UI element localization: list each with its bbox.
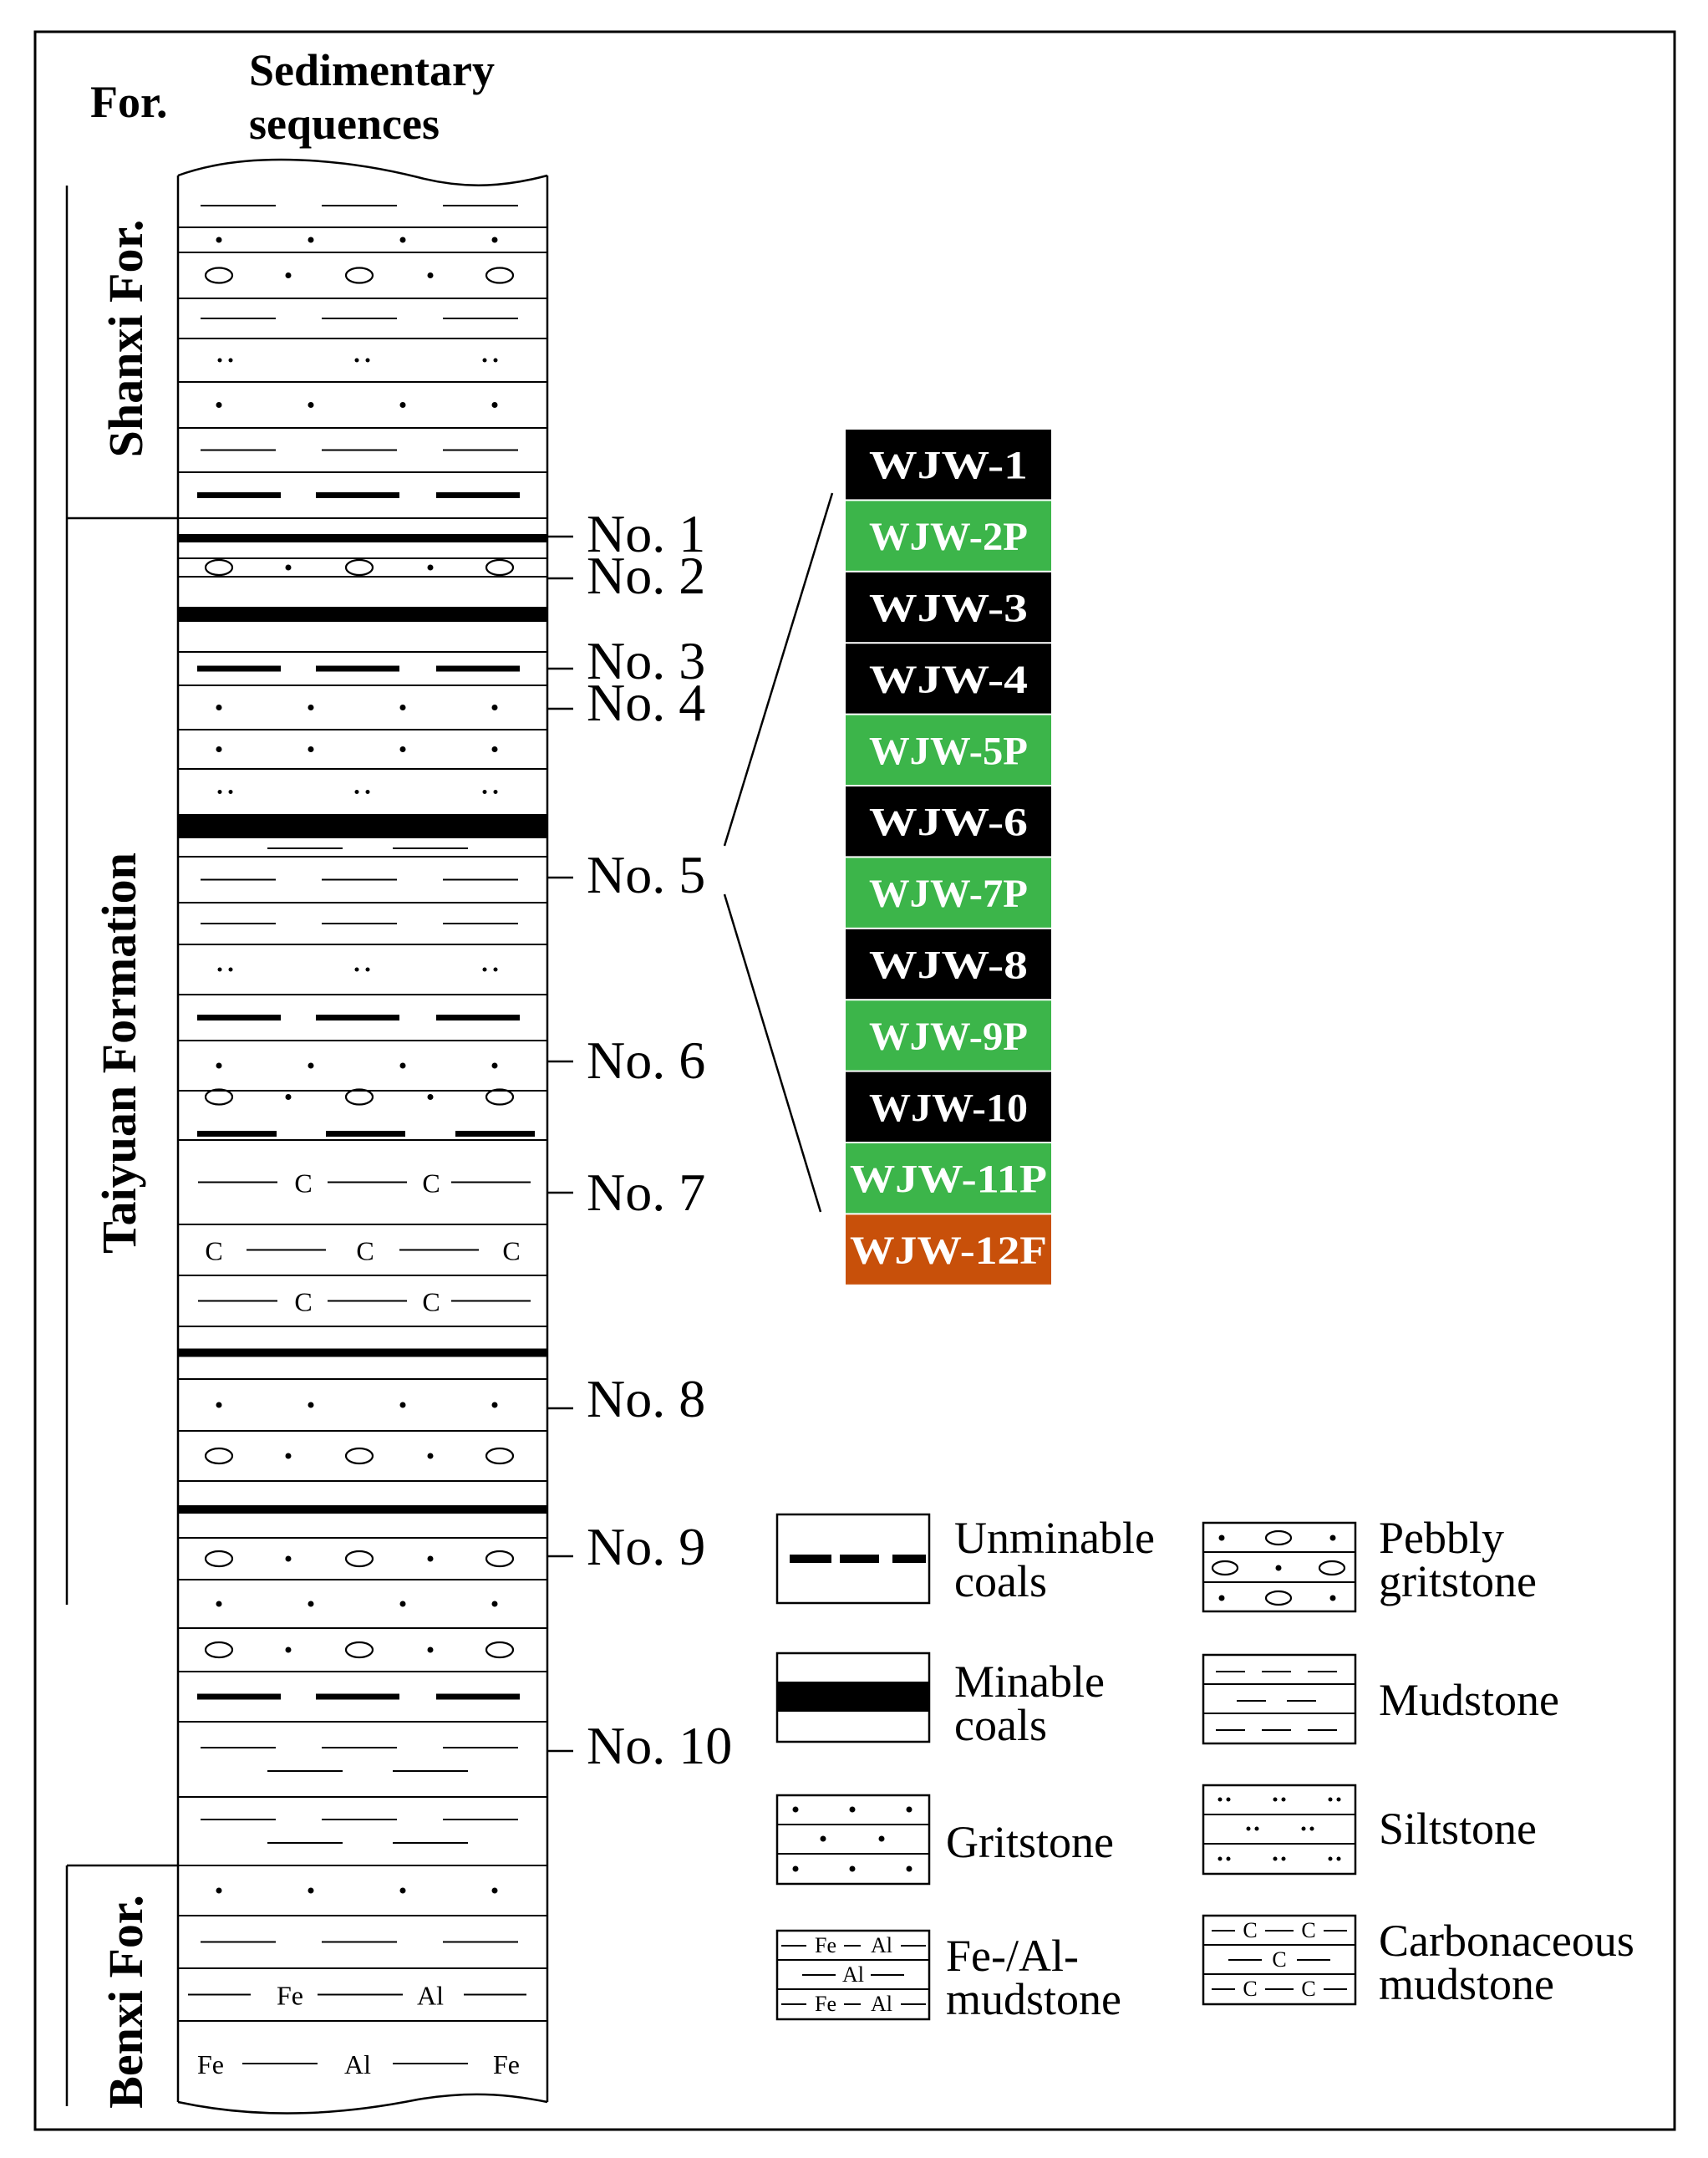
pattern-dot xyxy=(492,705,498,710)
legend-pattern-dot xyxy=(1337,1798,1341,1802)
sample-label: WJW-4 xyxy=(869,657,1028,702)
sample-item xyxy=(846,1072,1051,1142)
legend-pattern-dot xyxy=(879,1836,885,1842)
pattern-dot xyxy=(492,1888,498,1894)
pattern-dot xyxy=(308,746,314,752)
layer-gritstone xyxy=(178,1041,547,1069)
legend-label-carbonaceous-line2: mudstone xyxy=(1379,1959,1554,2009)
legend-pattern-letter: C xyxy=(1243,1977,1258,2001)
legend-pattern-dot xyxy=(1273,1857,1278,1861)
pattern-fe-letter: Fe xyxy=(277,1980,303,2011)
legend-label-pebbly: Pebbly xyxy=(1379,1513,1505,1563)
legend-label-carbonaceous: Carbonaceous xyxy=(1379,1916,1634,1966)
pattern-dot xyxy=(365,666,371,672)
pattern-pebble xyxy=(346,1551,373,1566)
pattern-dot xyxy=(400,237,406,243)
layer-gritstone xyxy=(178,1865,547,1894)
layer-unminable-coal xyxy=(178,995,547,1018)
legend-label-feal: Fe-/Al- xyxy=(946,1931,1079,1981)
layer-gritstone xyxy=(178,685,547,710)
pattern-dot xyxy=(400,1063,406,1069)
legend-pattern-dot xyxy=(1218,1857,1223,1861)
pattern-dot xyxy=(400,746,406,752)
pattern-dot xyxy=(216,402,222,408)
pattern-pebble xyxy=(486,1448,513,1463)
layer-pebbly-gritstone xyxy=(178,1431,547,1463)
sample-item xyxy=(846,858,1051,927)
legend-pattern-dot xyxy=(1330,1596,1336,1601)
coal-band xyxy=(178,534,547,542)
legend-pattern-dot xyxy=(1282,1798,1286,1802)
layer-carbonaceous-mudstone xyxy=(178,1224,547,1266)
legend-label-unminable-line2: coals xyxy=(954,1556,1047,1606)
pattern-dot xyxy=(428,1556,434,1562)
pattern-dot xyxy=(499,666,505,672)
layer-gritstone xyxy=(178,1379,547,1408)
legend-label-gritstone: Gritstone xyxy=(946,1817,1114,1867)
legend-pattern-dot xyxy=(1329,1857,1333,1861)
legend-coal-band xyxy=(777,1682,929,1712)
pattern-dot xyxy=(366,968,370,972)
pattern-pebble xyxy=(206,560,232,575)
sample-label: WJW-1 xyxy=(869,443,1028,488)
pattern-c-letter: C xyxy=(502,1235,521,1266)
layer-mudstone xyxy=(178,1722,547,1771)
layer-mudstone xyxy=(178,1916,547,1942)
layer-minable-coal-thin xyxy=(178,518,547,542)
layer-mudstone xyxy=(178,298,547,318)
pattern-dot xyxy=(216,746,222,752)
pattern-pebble xyxy=(206,1448,232,1463)
legend-pattern-dot xyxy=(1247,1827,1251,1831)
sample-item xyxy=(846,1214,1051,1284)
pattern-pebble xyxy=(346,268,373,283)
pattern-pebble xyxy=(486,1551,513,1566)
legend-pattern-pebble xyxy=(1266,1591,1291,1605)
pattern-dot xyxy=(428,272,434,278)
pattern-dot xyxy=(428,1094,434,1100)
pattern-al-letter: Al xyxy=(344,2049,371,2079)
formation-label-taiyuan: Taiyuan Formation xyxy=(92,853,146,1254)
pattern-pebble xyxy=(206,1642,232,1657)
layer-unminable-coal xyxy=(178,472,547,496)
legend-pattern-dot xyxy=(850,1807,856,1813)
pattern-dot xyxy=(286,1647,292,1653)
legend-pattern-pebble xyxy=(1212,1561,1238,1575)
pattern-dot xyxy=(483,359,487,363)
legend-pattern-dot xyxy=(1276,1565,1282,1571)
pattern-dot xyxy=(483,790,487,794)
pattern-pebble xyxy=(486,268,513,283)
sample-connector-upper xyxy=(724,493,832,846)
coal-band xyxy=(178,1349,547,1357)
pattern-c-letter: C xyxy=(422,1286,440,1317)
seam-label: No. 10 xyxy=(587,1716,733,1775)
pattern-dot xyxy=(308,1601,314,1607)
pattern-dot xyxy=(492,1063,498,1069)
sample-label: WJW-3 xyxy=(869,586,1028,631)
layer-mudstone xyxy=(178,857,547,880)
legend xyxy=(777,1513,1634,2024)
legend-label-minable: Minable xyxy=(954,1657,1105,1707)
sample-item xyxy=(846,501,1051,570)
pattern-dot xyxy=(400,402,406,408)
seam-no9 xyxy=(547,1517,705,1576)
seam-label: No. 8 xyxy=(587,1369,706,1428)
legend-pattern-pebble xyxy=(1319,1561,1345,1575)
layer-minable-coal-thin xyxy=(178,1326,547,1357)
pattern-c-letter: C xyxy=(422,1168,440,1199)
layer-gritstone xyxy=(178,227,547,243)
pattern-dot xyxy=(216,1601,222,1607)
pattern-pebble xyxy=(206,1551,232,1566)
legend-pattern-dot xyxy=(793,1866,799,1872)
legend-pattern-letter: C xyxy=(1301,1977,1316,2001)
legend-pattern-dot xyxy=(1219,1535,1225,1541)
seam-label: No. 5 xyxy=(587,845,706,904)
legend-pattern-letter: C xyxy=(1243,1918,1258,1942)
pattern-dot xyxy=(494,359,498,363)
sample-label: WJW-10 xyxy=(869,1086,1028,1131)
pattern-dot xyxy=(229,359,233,363)
pattern-dot xyxy=(400,1888,406,1894)
legend-label-minable-line2: coals xyxy=(954,1700,1047,1750)
layer-carbonaceous-mudstone xyxy=(178,1275,547,1317)
sample-label: WJW-5P xyxy=(869,729,1028,774)
pattern-dot xyxy=(355,359,359,363)
legend-pattern-dot xyxy=(1219,1596,1225,1601)
legend-pattern-dot xyxy=(793,1807,799,1813)
pattern-dot xyxy=(229,968,233,972)
layer-gritstone xyxy=(178,1580,547,1607)
legend-pattern-dot xyxy=(821,1836,826,1842)
layer-gritstone xyxy=(178,730,547,752)
layer-pebbly-gritstone xyxy=(178,1628,547,1657)
pattern-al-letter: Al xyxy=(417,1980,444,2011)
pattern-pebble xyxy=(486,1090,513,1105)
legend-swatch-frame xyxy=(1203,1785,1355,1874)
pattern-dot xyxy=(491,666,496,672)
pattern-dot xyxy=(494,968,498,972)
legend-pattern-dot xyxy=(1218,1798,1223,1802)
legend-pattern-dot xyxy=(1273,1798,1278,1802)
legend-pattern-letter: C xyxy=(1301,1918,1316,1942)
layer-pebbly-gritstone xyxy=(178,558,547,575)
seam-no4 xyxy=(547,673,705,732)
legend-pattern-letter: C xyxy=(1272,1947,1287,1972)
pattern-dot xyxy=(355,790,359,794)
sample-label: WJW-7P xyxy=(869,872,1028,917)
pattern-dot xyxy=(366,790,370,794)
layer-unminable-coal xyxy=(178,1672,547,1697)
pattern-dot xyxy=(428,565,434,571)
pattern-dot xyxy=(308,1888,314,1894)
pattern-dot xyxy=(492,1402,498,1408)
pattern-dot xyxy=(308,1402,314,1408)
pattern-dot xyxy=(229,790,233,794)
sample-item xyxy=(846,573,1051,642)
pattern-dot xyxy=(400,1402,406,1408)
pattern-dot xyxy=(216,705,222,710)
legend-pattern-dot xyxy=(1255,1827,1259,1831)
coal-band xyxy=(178,815,547,838)
legend-pattern-dot xyxy=(1337,1857,1341,1861)
seam-no7 xyxy=(547,1163,705,1222)
pattern-dot xyxy=(308,402,314,408)
sample-label: WJW-2P xyxy=(869,515,1028,560)
sample-list xyxy=(846,430,1051,1285)
pattern-c-letter: C xyxy=(356,1235,374,1266)
coal-band xyxy=(178,1505,547,1514)
layer-mudstone xyxy=(178,1797,547,1843)
legend-pattern-dot xyxy=(1329,1798,1333,1802)
lithology-column xyxy=(178,160,547,2113)
pattern-dot xyxy=(218,790,222,794)
sample-connector-lower xyxy=(724,894,821,1212)
sample-item xyxy=(846,929,1051,999)
column-top-wave xyxy=(178,160,547,186)
pattern-dot xyxy=(366,359,370,363)
pattern-dot xyxy=(492,1601,498,1607)
pattern-dot xyxy=(492,746,498,752)
formation-label-benxi: Benxi For. xyxy=(99,1895,153,2109)
coal-seam-labels xyxy=(547,504,732,1775)
pattern-dot xyxy=(286,1094,292,1100)
pattern-dot xyxy=(400,705,406,710)
sample-label: WJW-9P xyxy=(869,1014,1028,1059)
pattern-pebble xyxy=(346,1642,373,1657)
pattern-dot xyxy=(492,237,498,243)
pattern-pebble xyxy=(346,1448,373,1463)
pattern-dot xyxy=(428,1647,434,1653)
sample-label: WJW-11P xyxy=(850,1157,1047,1202)
seam-label: No. 6 xyxy=(587,1031,706,1090)
layer-fe-al-mudstone xyxy=(178,1968,547,2011)
layer-pebbly-gritstone-with-coal xyxy=(178,1090,547,1134)
sample-item xyxy=(846,430,1051,499)
sample-item xyxy=(846,786,1051,856)
coal-band xyxy=(178,607,547,622)
header-sequences-line2: sequences xyxy=(249,99,440,149)
pattern-dot xyxy=(218,968,222,972)
pattern-pebble xyxy=(206,268,232,283)
pattern-c-letter: C xyxy=(205,1235,223,1266)
seam-no5 xyxy=(547,845,705,904)
seam-label: No. 3 xyxy=(587,631,706,690)
sample-item xyxy=(846,1143,1051,1213)
legend-label-pebbly-line2: gritstone xyxy=(1379,1556,1537,1606)
legend-pattern-dot xyxy=(907,1866,912,1872)
sample-item xyxy=(846,644,1051,713)
layer-minable-coal xyxy=(178,577,547,622)
pattern-pebble xyxy=(206,1090,232,1105)
layer-fe-al-mudstone xyxy=(178,2021,547,2079)
legend-label-siltstone: Siltstone xyxy=(1379,1804,1538,1854)
pattern-dot xyxy=(286,1556,292,1562)
layer-mudstone xyxy=(178,903,547,924)
seam-label: No. 9 xyxy=(587,1517,706,1576)
seam-label: No. 2 xyxy=(587,546,706,605)
layer-carbonaceous-mudstone xyxy=(178,1140,547,1199)
legend-pattern-dot xyxy=(1282,1857,1286,1861)
layer-minable-coal-thin xyxy=(178,1481,547,1514)
layer-mudstone xyxy=(178,428,547,450)
pattern-dot xyxy=(286,565,292,571)
legend-pattern-dot xyxy=(1227,1857,1231,1861)
sample-label: WJW-12F xyxy=(850,1229,1047,1274)
pattern-c-letter: C xyxy=(294,1286,313,1317)
legend-label-mudstone: Mudstone xyxy=(1379,1675,1559,1725)
seam-label: No. 7 xyxy=(587,1163,706,1222)
legend-pattern-letter: Fe xyxy=(815,1992,836,2016)
layer-siltstone xyxy=(178,769,547,794)
legend-label-unminable: Unminable xyxy=(954,1513,1155,1563)
legend-pattern-dot xyxy=(1310,1827,1314,1831)
seam-no6 xyxy=(547,1031,705,1090)
pattern-c-letter: C xyxy=(294,1168,313,1199)
pattern-dot xyxy=(308,1063,314,1069)
seam-no2 xyxy=(547,546,705,605)
pattern-pebble xyxy=(346,1090,373,1105)
header-sequences-line1: Sedimentary xyxy=(249,45,495,95)
legend-pattern-letter: Al xyxy=(871,1933,892,1957)
pattern-dot xyxy=(400,1601,406,1607)
legend-label-feal-line2: mudstone xyxy=(946,1974,1121,2024)
pattern-dot xyxy=(286,272,292,278)
formation-label-shanxi: Shanxi For. xyxy=(99,219,153,458)
pattern-dot xyxy=(494,790,498,794)
pattern-dot xyxy=(483,968,487,972)
sample-label: WJW-6 xyxy=(869,800,1028,845)
pattern-pebble xyxy=(486,1642,513,1657)
header-formation: For. xyxy=(90,77,168,127)
sample-label: WJW-8 xyxy=(869,943,1028,988)
layer-siltstone xyxy=(178,338,547,363)
layer-unminable-coal xyxy=(178,652,547,672)
legend-pattern-dot xyxy=(1227,1798,1231,1802)
legend-pattern-dot xyxy=(1330,1535,1336,1541)
seam-no10 xyxy=(547,1716,732,1775)
pattern-pebble xyxy=(346,560,373,575)
pattern-dot xyxy=(428,1453,434,1459)
pattern-dot xyxy=(492,402,498,408)
legend-pattern-dot xyxy=(907,1807,912,1813)
pattern-dot xyxy=(286,1453,292,1459)
layer-siltstone xyxy=(178,944,547,972)
pattern-dot xyxy=(308,237,314,243)
legend-pattern-pebble xyxy=(1266,1531,1291,1545)
legend-pattern-dot xyxy=(1302,1827,1306,1831)
layer-pebbly-gritstone xyxy=(178,1538,547,1566)
column-bottom-wave xyxy=(178,2094,547,2114)
sample-item xyxy=(846,715,1051,785)
layer-minable-coal-thick xyxy=(178,815,547,848)
pattern-dot xyxy=(216,237,222,243)
seam-no8 xyxy=(547,1369,705,1428)
sample-item xyxy=(846,1000,1051,1070)
pattern-dot xyxy=(308,705,314,710)
layer-gritstone xyxy=(178,382,547,408)
pattern-pebble xyxy=(486,560,513,575)
seam-label: No. 4 xyxy=(587,673,706,732)
pattern-dot xyxy=(216,1063,222,1069)
legend-pattern-dot xyxy=(850,1866,856,1872)
pattern-fe-letter: Fe xyxy=(197,2049,224,2079)
layer-pebbly-gritstone xyxy=(178,252,547,283)
legend-pattern-letter: Fe xyxy=(815,1933,836,1957)
seam-label: No. 1 xyxy=(587,504,706,563)
pattern-dot xyxy=(355,968,359,972)
legend-pattern-letter: Al xyxy=(871,1992,892,2016)
pattern-dot xyxy=(216,1888,222,1894)
pattern-dot xyxy=(218,359,222,363)
pattern-dot xyxy=(357,666,363,672)
legend-pattern-letter: Al xyxy=(842,1962,864,1987)
pattern-dot xyxy=(216,1402,222,1408)
pattern-fe-letter: Fe xyxy=(493,2049,520,2079)
